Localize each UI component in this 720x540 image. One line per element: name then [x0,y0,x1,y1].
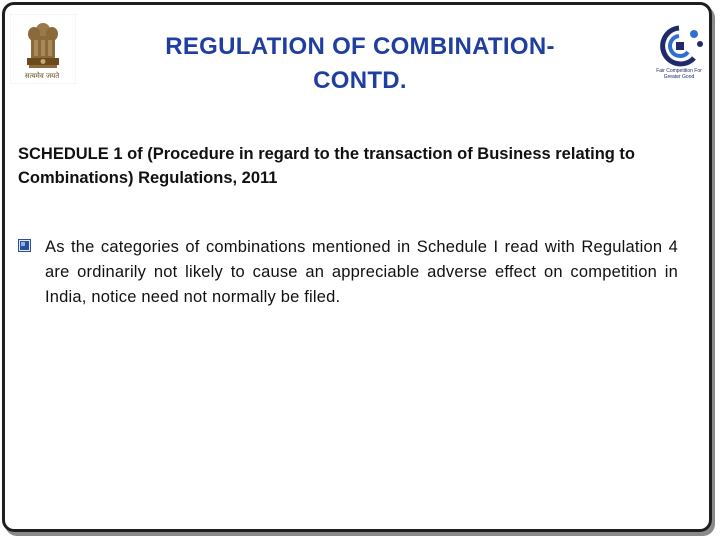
title-line-2: CONTD. [313,67,407,94]
schedule-heading: SCHEDULE 1 of (Procedure in regard to the transaction of Business relating to Combinations) Regulations, 2011 [18,145,636,187]
emblem-caption: सत्यमेव जयते [24,72,60,80]
bullet-item [18,235,678,310]
bullet-text: As the categories of combinations mentioned in Schedule I read with Regulation 4 are ordinarily not likely to cause an appreciable adverse effect on competition in India, notice need not normally be filed. [45,238,678,306]
slide-title [90,30,630,98]
logo-caption: Fair Competition For Greater Good [656,68,702,80]
title-line-1: REGULATION OF COMBINATION- [165,33,555,60]
checkbox-bullet-icon [18,239,31,252]
